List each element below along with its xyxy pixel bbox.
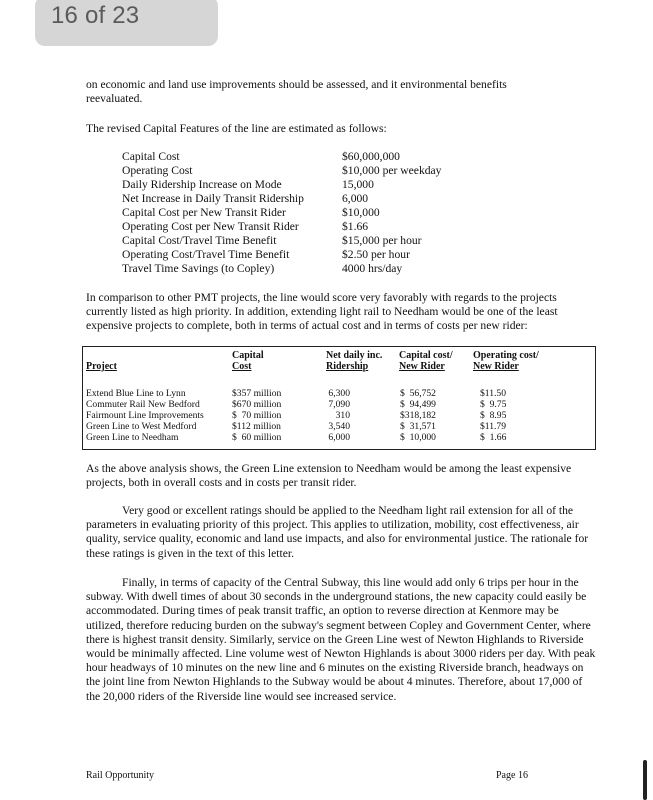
feature-label: Operating Cost (122, 164, 193, 177)
capacity-paragraph: Finally, in terms of capacity of the Central Subway, this line would add only 6 trips per hour in the subway. With dwell times of about 30 seconds in the underground stations, the new capacity could easily be accommodated. During times of peak transit traffic, an option to reverse direction at Kenmore may be utilized, therefore reducing burden on the subway's segment between Copley and Government Center, where there is highest transit density. Similarly, service on the Green Line west of Newton Highlands to Riverside would be minimally affected. Line volume west of Newton Highlands is about 3000 riders per day. With peak hour headways of 10 minutes on the new line and 6 minutes on the existing Riverside branch, headways on the joint line from Newton Highlands to the Subway would be about 4 minutes. Therefore, about 17,000 of the 20,000 riders of the Riverside line would see increased service. (86, 576, 596, 703)
cell-capital-cost: $318,182 (400, 410, 436, 421)
cell-operating-cost: $11.79 (480, 421, 507, 432)
cell-capital: $670 million (232, 399, 282, 410)
feature-value: $1.66 (342, 220, 369, 233)
footer-page-number: Page 16 (496, 770, 528, 781)
scrollbar-thumb[interactable] (643, 760, 647, 800)
cell-ridership: 3,540 (328, 421, 350, 432)
feature-value: 4000 hrs/day (342, 262, 403, 275)
intro-paragraph-line1: on economic and land use improvements should be assessed, and it environmental benefits (86, 78, 507, 91)
intro-paragraph-line2: reevaluated. (86, 92, 143, 105)
cell-capital-cost: $ 56,752 (400, 388, 436, 399)
header-new-rider: New Rider (399, 361, 445, 372)
cell-operating-cost: $ 9.75 (480, 399, 507, 410)
header-capital: Capital (232, 350, 264, 361)
cell-project: Green Line to Needham (86, 432, 179, 443)
revised-features-intro: The revised Capital Features of the line are estimated as follows: (86, 122, 387, 135)
feature-value: $2.50 per hour (342, 248, 410, 261)
feature-label: Capital Cost/Travel Time Benefit (122, 234, 277, 247)
cell-operating-cost: $ 8.95 (480, 410, 507, 421)
page-indicator: 16 of 23 (35, 0, 218, 46)
header-capital-cost-per-rider: Capital cost/ (399, 350, 453, 361)
comparison-paragraph: In comparison to other PMT projects, the line would score very favorably with regards to the projects currently listed as high priority. In addition, extending light rail to Needham would be one of the least expensive projects to complete, both in terms of actual cost and in terms of costs per new rider: (86, 291, 558, 333)
analysis-paragraph: As the above analysis shows, the Green Line extension to Needham would be among the least expensive projects, both in overall costs and in costs per transit rider. (86, 462, 572, 490)
cell-operating-cost: $ 1.66 (480, 432, 507, 443)
cell-operating-cost: $11.50 (480, 388, 507, 399)
cell-project: Commuter Rail New Bedford (86, 399, 200, 410)
cell-capital: $ 60 million (232, 432, 282, 443)
feature-label: Operating Cost per New Transit Rider (122, 220, 299, 233)
feature-label: Net Increase in Daily Transit Ridership (122, 192, 304, 205)
cell-ridership: 6,000 (328, 432, 350, 443)
feature-value: $15,000 per hour (342, 234, 422, 247)
cell-capital: $112 million (232, 421, 281, 432)
cell-project: Extend Blue Line to Lynn (86, 388, 186, 399)
feature-value: $10,000 per weekday (342, 164, 442, 177)
header-cost: Cost (232, 361, 252, 372)
header-net-daily: Net daily inc. (326, 350, 383, 361)
feature-value: 15,000 (342, 178, 374, 191)
cell-capital: $357 million (232, 388, 282, 399)
cell-ridership: 7,090 (328, 399, 350, 410)
feature-label: Capital Cost per New Transit Rider (122, 206, 286, 219)
feature-label: Operating Cost/Travel Time Benefit (122, 248, 290, 261)
cell-ridership: 6,300 (328, 388, 350, 399)
feature-value: $10,000 (342, 206, 380, 219)
footer-title: Rail Opportunity (86, 770, 155, 781)
cell-ridership: 310 (335, 410, 350, 421)
cell-project: Fairmount Line Improvements (86, 410, 204, 421)
cell-capital-cost: $ 31,571 (400, 421, 436, 432)
header-project: Project (86, 361, 117, 372)
header-operating-cost-per-rider: Operating cost/ (473, 350, 539, 361)
cell-capital-cost: $ 10,000 (400, 432, 436, 443)
feature-value: $60,000,000 (342, 150, 400, 163)
feature-label: Travel Time Savings (to Copley) (122, 262, 275, 275)
ratings-paragraph: Very good or excellent ratings should be applied to the Needham light rail extension for all of the parameters in evaluating priority of this project. This applies to utilization, mobility, cost effectiveness, air quality, service quality, economic and land use impacts, and also for environmental justice. The rationale for these ratings is given in the text of this letter. (86, 504, 589, 560)
feature-value: 6,000 (342, 192, 369, 205)
cell-project: Green Line to West Medford (86, 421, 197, 432)
header-new-rider: New Rider (473, 361, 519, 372)
cell-capital: $ 70 million (232, 410, 282, 421)
header-ridership: Ridership (326, 361, 369, 372)
cell-capital-cost: $ 94,499 (400, 399, 436, 410)
feature-label: Capital Cost (122, 150, 180, 163)
feature-label: Daily Ridership Increase on Mode (122, 178, 282, 191)
